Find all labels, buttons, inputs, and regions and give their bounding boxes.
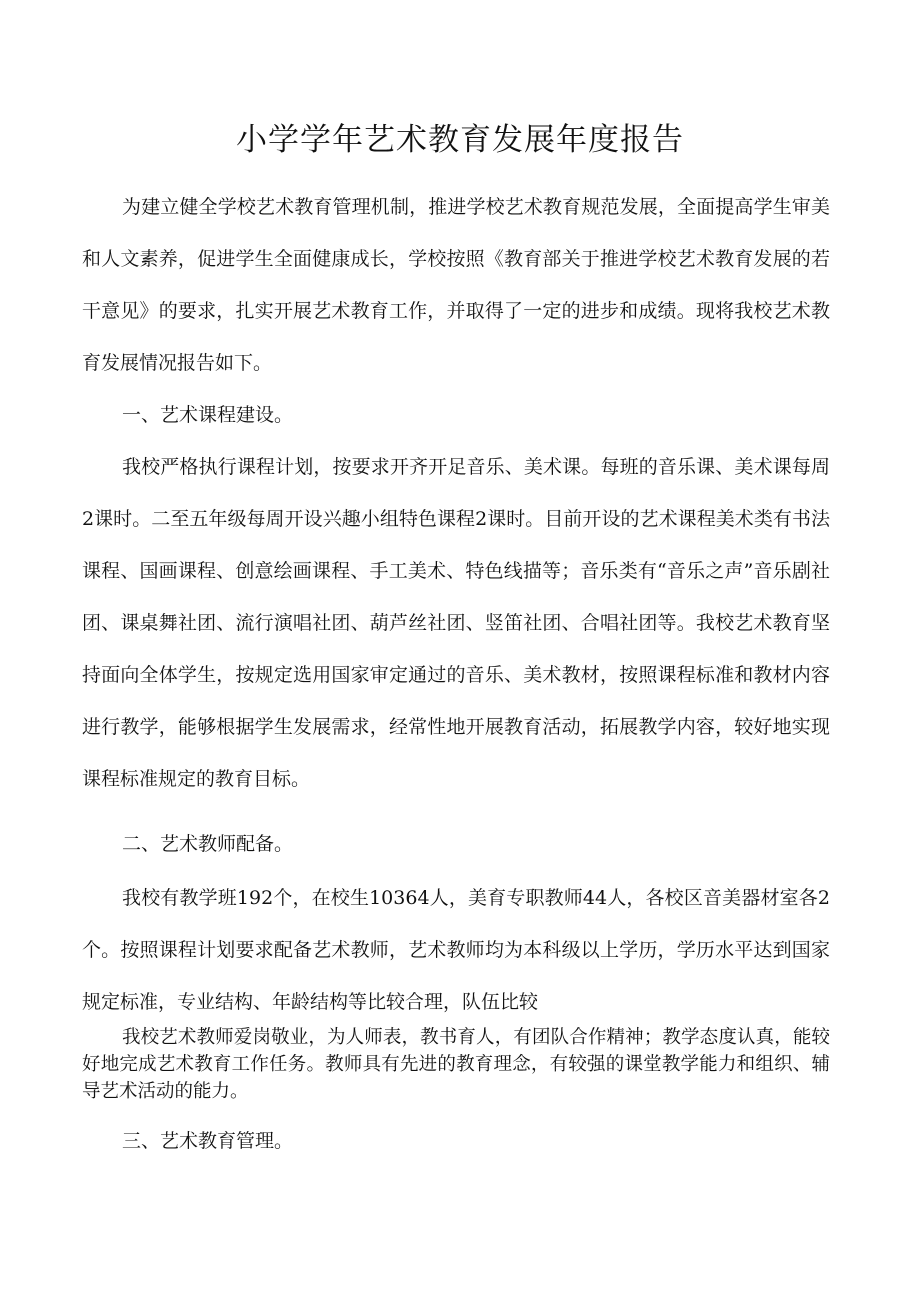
section-1-heading: 一、艺术课程建设。: [122, 404, 294, 426]
intro-paragraph: 为建立健全学校艺术教育管理机制，推进学校艺术教育规范发展，全面提高学生审美和人文素养，促进学生全面健康成长，学校按照《教育部关于推进学校艺术教育发展的若干意见》的要求，扎实开展艺术教育工作，并取得了一定的进步和成绩。现将我校艺术教育发展情况报告如下。: [82, 196, 830, 374]
document-title: 小学学年艺术教育发展年度报告: [236, 122, 684, 158]
section-3-heading: 三、艺术教育管理。: [122, 1130, 294, 1152]
section-1-paragraph: 我校严格执行课程计划，按要求开齐开足音乐、美术课。每班的音乐课、美术课每周2课时。二至五年级每周开设兴趣小组特色课程2课时。目前开设的艺术课程美术类有书法课程、国画课程、创意绘画课程、手工美术、特色线描等；音乐类有“音乐之声”音乐剧社团、课桌舞社团、流行演唱社团、葫芦丝社团、竖笛社团、合唱社团等。我校艺术教育坚持面向全体学生，按规定选用国家审定通过的音乐、美术教材，按照课程标准和教材内容进行教学，能够根据学生发展需求，经常性地开展教育活动，拓展教学内容，较好地实现课程标准规定的教育目标。: [82, 456, 830, 790]
section-2-heading: 二、艺术教师配备。: [122, 833, 294, 855]
section-2-paragraph: 我校有教学班192个，在校生10364人，美育专职教师44人，各校区音美器材室各2个。按照课程计划要求配备艺术教师，艺术教师均为本科级以上学历，学历水平达到国家规定标准，专业结构、年龄结构等比较合理，队伍比较: [82, 887, 830, 1013]
section-2-paragraph-2: 我校艺术教师爱岗敬业，为人师表，教书育人，有团队合作精神；教学态度认真，能较好地完成艺术教育工作任务。教师具有先进的教育理念，有较强的课堂教学能力和组织、辅导艺术活动的能力。: [82, 1027, 830, 1102]
